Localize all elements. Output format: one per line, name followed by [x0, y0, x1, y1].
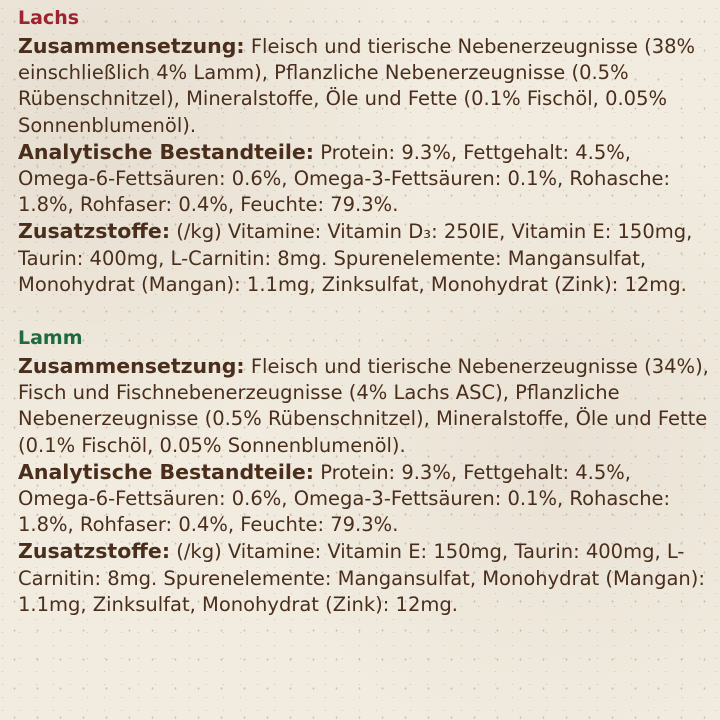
analytical-label: Analytische Bestandteile: — [18, 459, 314, 484]
section-title-lamm: Lamm — [18, 327, 83, 350]
additives-text: (/kg) Vitamine: Vitamin D₃: 250IE, Vitamin E: 150mg, Taurin: 400mg, L-Carnitin: 8mg. Spurenelemente: Mangansulfat, Monohydrat (Mangan): 1.1mg, Zinksulfat, Monohydrat (Zink): 12mg. — [18, 220, 693, 296]
composition-label: Zusammensetzung: — [18, 34, 245, 58]
analytical-paragraph — [18, 139, 714, 219]
composition-label: Zusammensetzung: — [18, 354, 245, 379]
additives-label: Zusatzstoffe: — [18, 219, 171, 244]
additives-text: (/kg) Vitamine: Vitamin E: 150mg, Taurin: 400mg, L-Carnitin: 8mg. Spurenelemente: Mangansulfat, Monohydrat (Mangan): 1.1mg, Zinksulfat, Monohydrat (Zink): 12mg. — [18, 540, 705, 616]
section-lachs — [18, 6, 714, 298]
section-title-lachs: Lachs — [18, 7, 80, 29]
composition-text: Fleisch und tierische Nebenerzeugnisse (38% einschließlich 4% Lamm), Pflanzliche Nebenerzeugnisse (0.5% Rübenschnitzel), Mineralstoffe, Öle und Fette (0.1% Fischöl, 0.05% Sonnenblumenöl). — [18, 35, 696, 137]
additives-paragraph — [18, 218, 714, 298]
composition-paragraph — [18, 353, 714, 459]
analytical-text: Protein: 9.3%, Fettgehalt: 4.5%, Omega-6-Fettsäuren: 0.6%, Omega-3-Fettsäuren: 0.1%, Rohasche: 1.8%, Rohfaser: 0.4%, Feuchte: 79.3%. — [18, 140, 671, 217]
composition-paragraph — [18, 33, 714, 139]
analytical-paragraph — [18, 459, 714, 539]
composition-text: Fleisch und tierische Nebenerzeugnisse (34%), Fisch und Fischnebenerzeugnisse (4% Lachs ASC), Pflanzliche Nebenerzeugnisse (0.5% Rübenschnitzel), Mineralstoffe, Öle und Fette (0.1% Fischöl, 0.05% Sonnenblumenöl). — [18, 355, 709, 457]
section-lamm — [18, 326, 714, 618]
additives-label: Zusatzstoffe: — [18, 539, 171, 564]
analytical-label: Analytische Bestandteile: — [18, 139, 314, 164]
analytical-text: Protein: 9.3%, Fettgehalt: 4.5%, Omega-6-Fettsäuren: 0.6%, Omega-3-Fettsäuren: 0.1%, Rohasche: 1.8%, Rohfaser: 0.4%, Feuchte: 79.3%. — [18, 460, 671, 537]
additives-paragraph — [18, 538, 714, 618]
ingredients-document — [18, 6, 714, 618]
